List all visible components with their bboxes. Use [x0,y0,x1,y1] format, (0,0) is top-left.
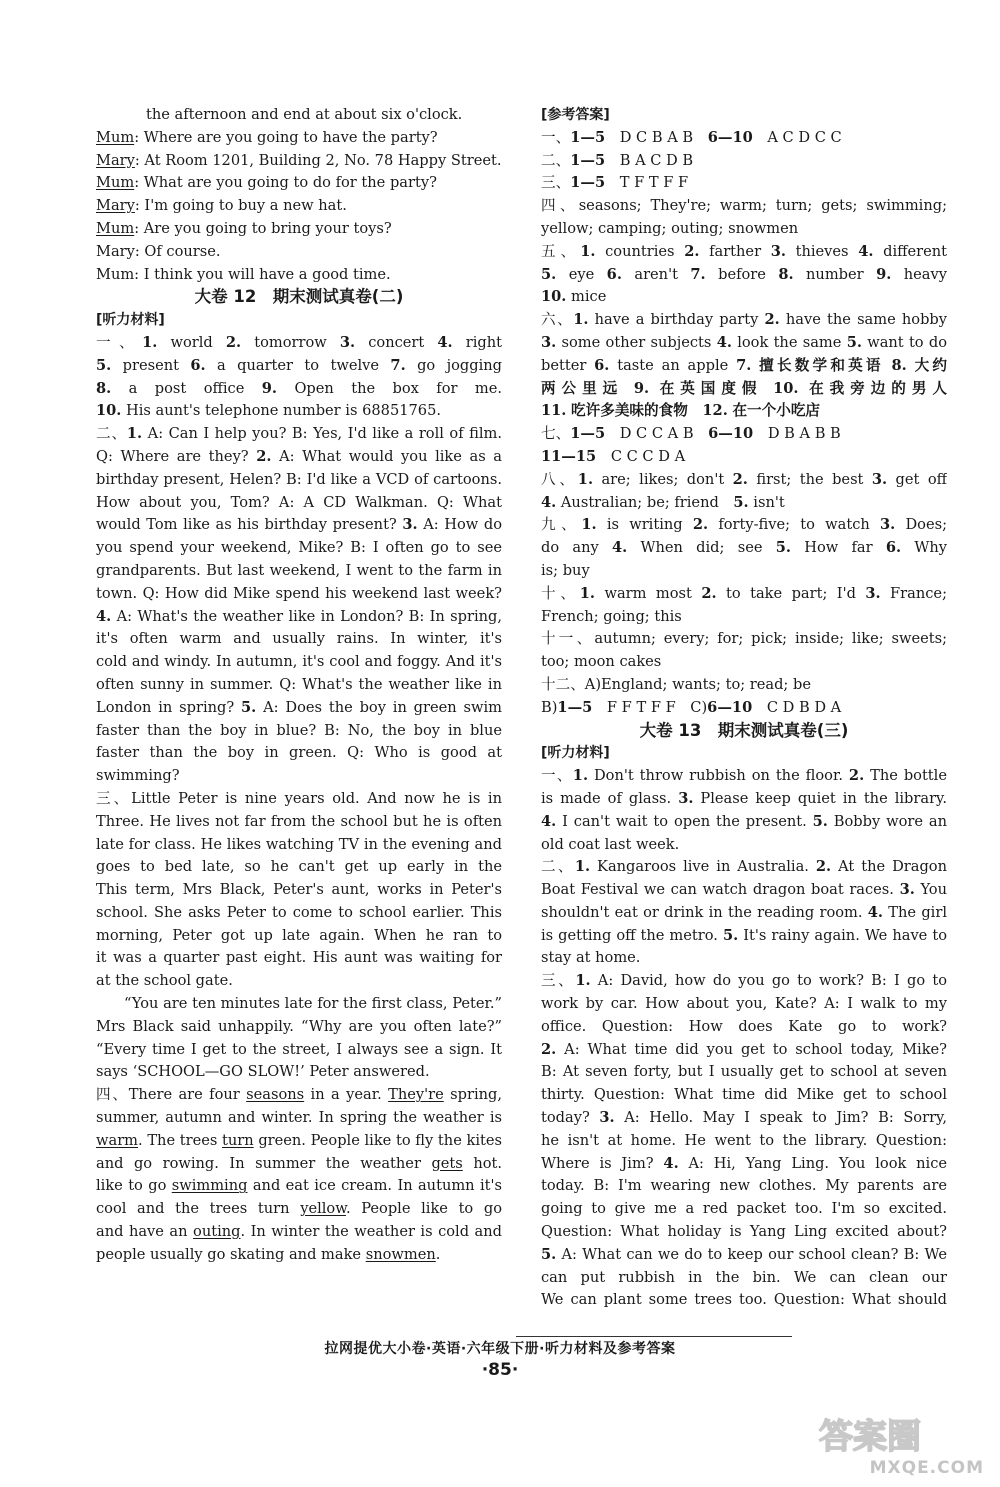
left-text-line: swimming? [96,767,180,785]
left-text-line: birthday present, Helen? B: I'd like a VCD of cartoons. [96,470,502,488]
left-text-line: 二、1. A: Can I help you? B: Yes, I'd like a roll of film. [96,425,502,443]
right-text-line: 六、1. have a birthday party 2. have the same hobby [541,311,947,329]
left-text-line: Mum: I think you will have a good time. [96,265,391,283]
left-text-line: summer, autumn and winter. In spring the weather is [96,1109,502,1127]
footer-title: 拉网提优大小卷·英语·六年级下册·听力材料及参考答案 [324,1341,676,1357]
left-column [96,104,502,1267]
left-text-line: warm. The trees turn green. People like to fly the kites [96,1131,502,1149]
watermark-text: MXQE.COM [869,1458,984,1478]
left-text-line: the afternoon and end at about six o'clock. [146,106,463,123]
right-text-line: 九、1. is writing 2. forty-five; to watch 3. Does; [541,516,947,534]
left-text-line: Mum: Are you going to bring your toys? [96,219,392,237]
right-text-line: work by car. How about you, Kate? A: I walk to my [541,995,947,1013]
left-text-line: 5. present 6. a quarter to twelve 7. go jogging [96,356,502,374]
right-text-line: today. B: I'm wearing new clothes. My parents are [541,1177,947,1195]
right-text-line: Boat Festival we can watch dragon boat races. 3. You [541,881,947,899]
left-text-line: London in spring? 5. A: Does the boy in green swim [96,698,502,716]
right-text-line: do any 4. When did; see 5. How far 6. Why [541,539,947,557]
page-number: ·85· [481,1360,519,1380]
right-text-line: 十一、autumn; every; for; pick; inside; like; sweets; [541,630,947,648]
left-text-line: Mary: I'm going to buy a new hat. [96,197,347,215]
right-text-line: 10. mice [541,288,607,306]
right-text-line: 11—15 C C C D A [541,447,686,465]
right-text-line: 3. some other subjects 4. look the same 5. want to do [541,333,947,351]
left-text-line: Mum: What are you going to do for the party? [96,174,437,192]
right-text-line: We can plant some trees too. Question: What should [541,1291,947,1309]
right-text-line: going to give me a red packet too. I'm so excited. [541,1200,947,1218]
right-text-line: 四、seasons; They're; warm; turn; gets; swimming; [541,197,947,215]
left-text-line: you spend your weekend, Mike? B: I often go to see [96,539,502,557]
right-text-line: 一、1. Don't throw rubbish on the floor. 2. The bottle [541,767,947,785]
left-section-heading: 大卷 12 期末测试真卷(二) [194,287,404,307]
left-text-line: town. Q: How did Mike spend his weekend last week? [96,584,502,602]
left-text-line: Mary: Of course. [96,242,221,260]
left-label: [听力材料] [96,312,165,329]
left-text-line: 4. A: What's the weather like in London? B: In spring, [96,607,502,625]
right-text-line: 二、1—5 B A C D B [541,151,694,169]
right-text-line: office. Question: How does Kate go to work? [541,1017,947,1035]
left-text-line: would Tom like as his birthday present? 3. A: How do [96,516,502,534]
left-text-line: like to go swimming and eat ice cream. In autumn it's [96,1177,502,1195]
right-text-line: 八、1. are; likes; don't 2. first; the best 3. get off [541,470,947,488]
right-text-line: B)1—5 F F T F F C)6—10 C D B D A [541,698,842,716]
left-text-line: at the school gate. [96,972,233,990]
left-text-line: and go rowing. In summer the weather gets hot. [96,1154,502,1172]
left-text-line: 10. His aunt's telephone number is 68851765. [96,402,442,420]
right-text-line: 4. I can't wait to open the present. 5. Bobby wore an [541,812,947,830]
right-text-line: can put rubbish in the bin. We can clean our [541,1268,947,1286]
left-text-line: it was a quarter past eight. His aunt was waiting for [96,949,502,967]
left-text-line: Three. He lives not far from the school but he is often [96,812,502,830]
right-column [541,104,947,1312]
right-label: [参考答案] [541,107,610,123]
left-text-line: it's often warm and usually rains. In winter, it's [96,630,502,648]
right-text-line: shouldn't eat or drink in the reading room. 4. The girl [541,903,947,921]
right-text-line: 4. Australian; be; friend 5. isn't [541,493,785,511]
right-text-line: 11. 吃许多美味的食物 12. 在一个小吃店 [541,402,821,420]
right-text-line: French; going; this [541,607,682,625]
right-text-line: 七、1—5 D C C A B 6—10 D B A B B [541,425,841,443]
right-text-line: 二、1. Kangaroos live in Australia. 2. At the Dragon [541,858,947,876]
right-text-line: too; moon cakes [541,653,662,671]
left-text-line: grandparents. But last weekend, I went to the farm in [96,561,502,579]
right-text-line: 一、1—5 D C B A B 6—10 A C D C C [541,128,842,146]
right-section-heading: 大卷 13 期末测试真卷(三) [639,720,849,740]
right-label: [听力材料] [541,745,610,762]
right-text-line: he isn't at home. He went to the library. Question: [541,1131,947,1149]
left-text-line: 8. a post office 9. Open the box for me. [96,379,502,397]
left-text-line: faster than the boy in blue? B: No, the boy in blue [96,721,502,739]
right-text-line: is getting off the metro. 5. It's rainy again. We have to [541,926,947,944]
right-text-line: is made of glass. 3. Please keep quiet in the library. [541,789,947,807]
left-text-line: 一、1. world 2. tomorrow 3. concert 4. right [96,333,502,351]
right-text-line: stay at home. [541,949,641,967]
left-text-line: often sunny in summer. Q: What's the weather like in [96,675,502,693]
right-text-line: 5. eye 6. aren't 7. before 8. number 9. heavy [541,265,947,283]
left-text-line: Q: Where are they? 2. A: What would you like as a [96,447,502,465]
right-text-line: 十、1. warm most 2. to take part; I'd 3. France; [541,584,947,602]
left-text-line: school. She asks Peter to come to school earlier. This [96,903,502,921]
left-text-line: Mary: At Room 1201, Building 2, No. 78 Happy Street. [96,151,502,169]
right-text-line: yellow; camping; outing; snowmen [541,219,799,237]
right-text-line: 2. A: What time did you get to school today, Mike? [541,1040,947,1058]
right-text-line: Question: What holiday is Yang Ling excited about? [541,1223,947,1241]
right-text-line: is; buy [541,561,590,579]
right-text-line: thirty. Question: What time did Mike get to school [541,1086,947,1104]
left-text-line: cool and the trees turn yellow. People like to go [96,1200,502,1218]
left-text-line: and have an outing. In winter the weather is cold and [96,1223,502,1241]
left-text-line: 三、Little Peter is nine years old. And now he is in [96,789,502,807]
left-text-line: “Every time I get to the street, I always see a sign. It [96,1040,502,1058]
right-text-line: 三、1—5 T F T F F [541,174,689,192]
left-text-line: says ‘SCHOOL—GO SLOW!’ Peter answered. [96,1063,430,1081]
left-text-line: people usually go skating and make snowmen. [96,1245,441,1263]
left-text-line: Mrs Black said unhappily. “Why are you often late?” [96,1017,502,1035]
right-text-line: 两公里远 9. 在英国度假 10. 在我旁边的男人 [541,379,947,397]
left-text-line: late for class. He likes watching TV in the evening and [96,835,502,853]
right-text-line: 三、1. A: David, how do you go to work? B: I go to [541,972,947,990]
right-text-line: today? 3. A: Hello. May I speak to Jim? B: Sorry, [541,1109,947,1127]
right-text-line: 5. A: What can we do to keep our school clean? B: We [541,1245,947,1263]
footer-rule [516,1336,792,1337]
left-text-line: cold and windy. In autumn, it's cool and foggy. And it's [96,653,502,671]
left-text-line: goes to bed late, so he can't get up early in the [96,858,502,876]
left-text-line: Mum: Where are you going to have the party? [96,128,438,146]
left-text-line: faster than the boy in green. Q: Who is good at [96,744,502,762]
left-text-line: This term, Mrs Black, Peter's aunt, works in Peter's [96,881,502,899]
left-text-line: morning, Peter got up late again. When he ran to [96,926,502,944]
left-text-line: 四、There are four seasons in a year. They're spring, [96,1086,502,1104]
right-text-line: old coat last week. [541,835,680,853]
right-text-line: Where is Jim? 4. A: Hi, Yang Ling. You look nice [541,1154,947,1172]
watermark-logo-text: 答案圈 [819,1417,921,1457]
left-text-line: “You are ten minutes late for the first class, Peter.” [124,995,502,1013]
right-text-line: 五、1. countries 2. farther 3. thieves 4. different [541,242,947,260]
right-text-line: 十二、A)England; wants; to; read; be [541,675,811,693]
left-text-line: How about you, Tom? A: A CD Walkman. Q: What [96,493,502,511]
right-text-line: B: At seven forty, but I usually get to school at seven [541,1063,947,1081]
right-text-line: better 6. taste an apple 7. 擅长数学和英语 8. 大约 [541,356,947,374]
